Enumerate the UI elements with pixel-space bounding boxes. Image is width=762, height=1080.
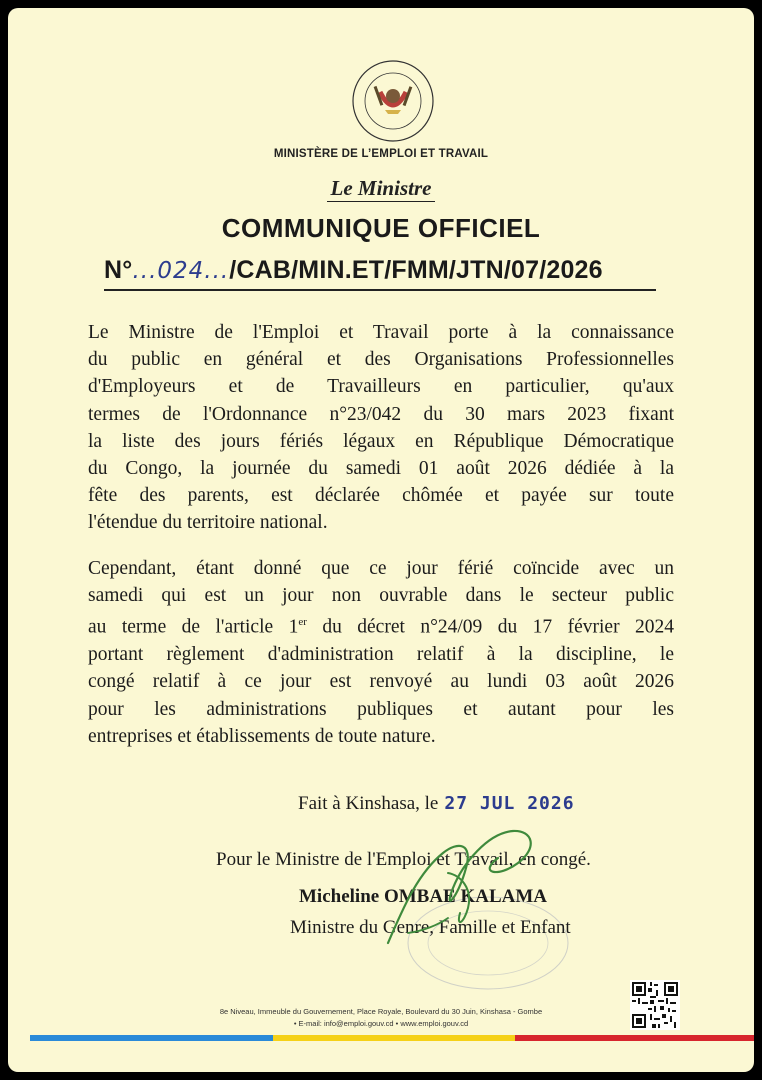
coat-of-arms-seal-icon xyxy=(350,58,436,144)
paragraph-1-line: d'Employeurs et de Travailleurs en particulier, qu'aux xyxy=(88,376,674,398)
paragraph-2-line: congé relatif à ce jour est renvoyé au lundi 03 août 2026 xyxy=(88,671,674,693)
place-and-date: Fait à Kinshasa, le 27 JUL 2026 xyxy=(298,793,575,814)
paragraph-1 xyxy=(88,319,674,537)
date-stamp: 27 JUL 2026 xyxy=(444,793,575,814)
paragraph-2-line: au terme de l'article 1er du décret n°24/09 du 17 février 2024 xyxy=(88,616,674,638)
paragraph-1-line: Le Ministre de l'Emploi et Travail porte à la connaissance xyxy=(88,322,674,343)
office-heading: Le Ministre xyxy=(8,176,754,201)
paragraph-2-line: pour les administrations publiques et autant pour les xyxy=(88,698,674,720)
reference-number: N°...024.../CAB/MIN.ET/FMM/JTN/07/2026 xyxy=(104,256,656,291)
signatory-capacity: Pour le Ministre de l'Emploi et Travail, en congé. xyxy=(216,849,591,870)
reference-handwritten-number: ...024... xyxy=(132,258,230,284)
paragraph-2-line: portant règlement d'administration relatif à la discipline, le xyxy=(88,644,674,666)
stripe-blue xyxy=(30,1035,273,1041)
signer-title: Ministre du Genre, Famille et Enfant xyxy=(290,917,571,938)
document-title: COMMUNIQUE OFFICIEL xyxy=(221,213,541,243)
ministry-name: MINISTÈRE DE L’EMPLOI ET TRAVAIL xyxy=(273,148,489,160)
paragraph-1-line: termes de l'Ordonnance n°23/042 du 30 mars 2023 fixant xyxy=(88,403,674,425)
signer-name: Micheline OMBAE KALAMA xyxy=(299,886,548,907)
footer-contacts-line: • E-mail: info@emploi.gouv.cd • www.emploi.gouv.cd xyxy=(293,1019,469,1028)
paragraph-1-line: du Congo, la journée du samedi 01 août 2026 dédiée à la xyxy=(88,458,674,480)
flag-color-stripe xyxy=(30,1035,754,1041)
stripe-red xyxy=(515,1035,754,1041)
footer-address-line: 8e Niveau, Immeuble du Gouvernement, Place Royale, Boulevard du 30 Juin, Kinshasa - Gombe xyxy=(219,1007,543,1016)
paragraph-1-line: l'étendue du territoire national. xyxy=(88,512,328,534)
paragraph-2-line: entreprises et établissements de toute nature. xyxy=(88,725,436,747)
paragraph-1-line: du public en général et des Organisations Professionnelles xyxy=(88,349,674,371)
paragraph-1-line: la liste des jours fériés légaux en République Démocratique xyxy=(88,430,674,452)
document-page xyxy=(8,8,754,1072)
paragraph-2-line: samedi qui est un jour non ouvrable dans le secteur public xyxy=(88,585,674,607)
paragraph-1-line: fête des parents, est déclarée chômée et payée sur toute xyxy=(88,485,674,507)
paragraph-2-line: Cependant, étant donné que ce jour férié coïncide avec un xyxy=(88,558,674,579)
paragraph-2 xyxy=(88,555,674,750)
qr-code-icon xyxy=(630,980,680,1030)
stripe-yellow xyxy=(273,1035,516,1041)
